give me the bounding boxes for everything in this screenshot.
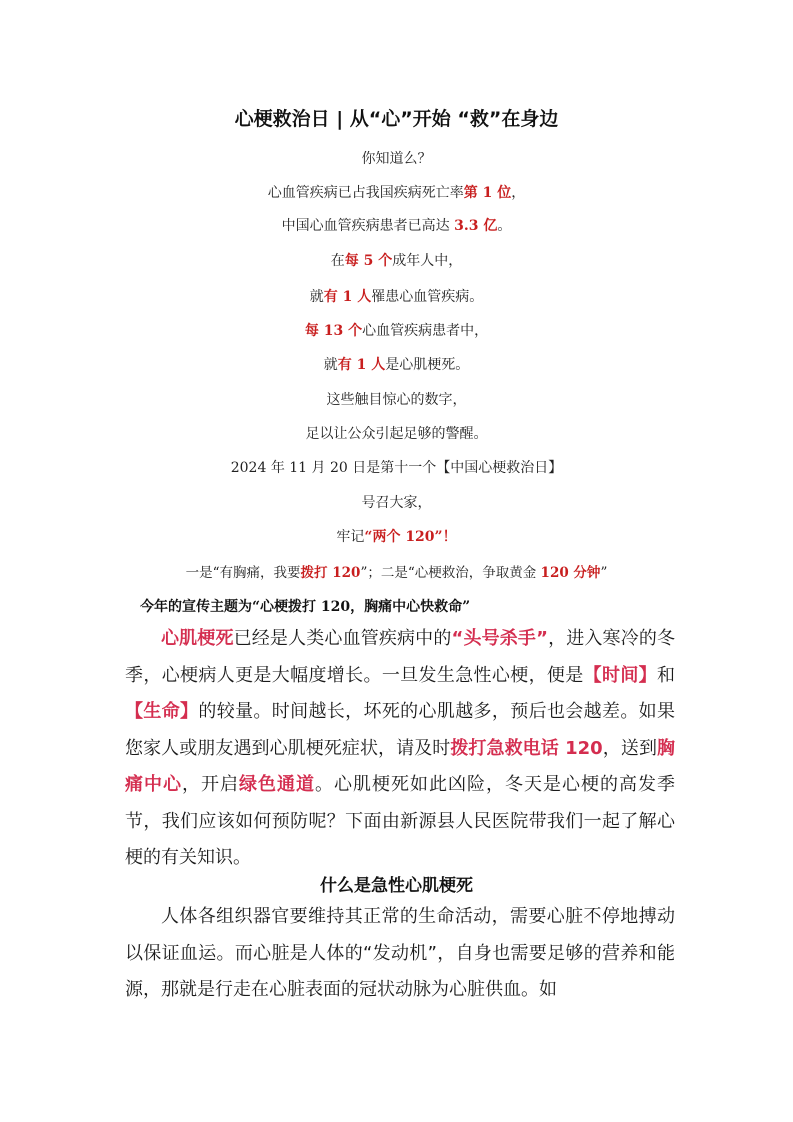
intro-line-2: 心血管疾病已占我国疾病死亡率第 1 位， — [267, 185, 526, 201]
intro-line-7: 就有 1 人是心肌梗死。 — [323, 357, 470, 373]
highlight-every-13: 每 13 个 — [304, 323, 363, 339]
emphasis-call-120: 拨打急救电话 120 — [450, 737, 603, 759]
highlight-two-120: “两个 120”！ — [364, 529, 457, 545]
highlight-120-minutes: 120 分钟 — [540, 565, 601, 581]
intro-line-3: 中国心血管疾病患者已高达 3.3 亿。 — [281, 218, 512, 234]
emphasis-life: 【生命】 — [125, 701, 199, 722]
intro-line-9: 足以让公众引起足够的警醒。 — [305, 426, 488, 442]
intro-line-11: 号召大家， — [361, 495, 432, 511]
highlight-one-mi: 有 1 人 — [337, 357, 386, 373]
emphasis-chest-pain-center: 胸痛中心 — [125, 737, 676, 795]
intro-line-5: 就有 1 人罹患心血管疾病。 — [309, 289, 484, 305]
highlight-patients: 3.3 亿 — [454, 218, 498, 234]
intro-line-1: 你知道么？ — [361, 151, 432, 167]
intro-line-6: 每 13 个心血管疾病患者中， — [304, 323, 489, 339]
highlight-one-person: 有 1 人 — [323, 289, 372, 305]
article-title: 心梗救治日 | 从“心”开始 “救”在身边 — [234, 108, 559, 130]
section-title: 什么是急性心肌梗死 — [320, 876, 473, 896]
highlight-every-5: 每 5 个 — [344, 253, 393, 269]
intro-line-4: 在每 5 个成年人中， — [330, 253, 463, 269]
emphasis-mi: 心肌梗死 — [161, 628, 234, 649]
emphasis-time: 【时间】 — [583, 664, 658, 686]
emphasis-green-channel: 绿色通道 — [239, 774, 315, 795]
intro-line-10: 2024 年 11 月 20 日是第十一个【中国心梗救治日】 — [230, 460, 563, 476]
campaign-theme: 今年的宣传主题为“心梗拨打 120，胸痛中心快救命” — [140, 599, 471, 615]
emphasis-top-killer: “头号杀手” — [451, 628, 548, 649]
highlight-rank: 第 1 位 — [463, 185, 512, 201]
intro-line-8: 这些触目惊心的数字， — [326, 392, 467, 408]
intro-line-13: 一是“有胸痛，我要拨打 120”；二是“心梗救治，争取黄金 120 分钟” — [185, 565, 608, 581]
body-paragraph-2: 人体各组织器官要维持其正常的生命活动，需要心脏不停地搏动以保证血运。而心脏是人体的“发动机”，自身也需要足够的营养和能源，那就是行走在心脏表面的冠状动脉为心脏供血。如 — [125, 906, 675, 1000]
body-paragraph-1: 心肌梗死已经是人类心血管疾病中的“头号杀手”，进入寒冷的冬季，心梗病人更是大幅度增长。一旦发生急性心梗，便是【时间】和【生命】的较量。时间越长，坏死的心肌越多，预后也会越差。如果您家人或朋友遇到心肌梗死症状，请及时拨打急救电话 120，送到胸痛中心，开启绿色通道。心肌梗死如此凶险，冬天是心梗的高发季节，我们应该如何预防呢？下面由新源县人民医院带我们一起了解心梗的有关知识。 — [125, 628, 676, 868]
intro-line-12: 牢记“两个 120”！ — [336, 529, 457, 545]
highlight-dial-120: 拨打 120 — [300, 565, 361, 581]
